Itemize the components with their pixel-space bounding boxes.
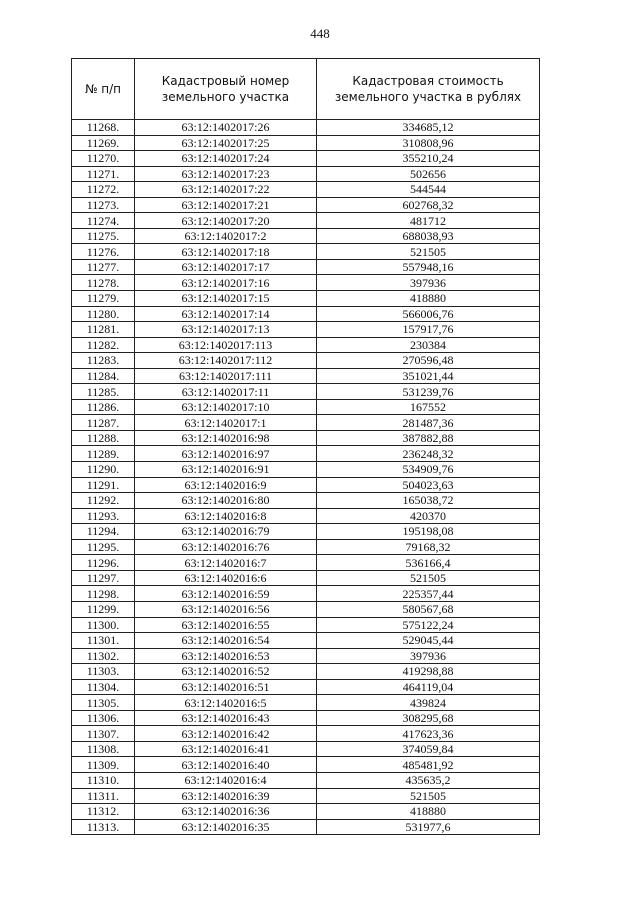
table-row — [72, 197, 540, 213]
cadastral-number: 63:12:1402017:17 — [135, 259, 317, 275]
row-number: 11297. — [72, 570, 135, 586]
cadastral-value: 531239,76 — [317, 384, 540, 400]
cadastral-number: 63:12:1402016:5 — [135, 695, 317, 711]
table-row — [72, 741, 540, 757]
cadastral-value: 688038,93 — [317, 228, 540, 244]
cadastral-number: 63:12:1402016:56 — [135, 601, 317, 617]
table-row — [72, 757, 540, 773]
row-number: 11299. — [72, 601, 135, 617]
cadastral-value: 79168,32 — [317, 539, 540, 555]
cadastral-value: 334685,12 — [317, 120, 540, 136]
table-row — [72, 291, 540, 307]
cadastral-value: 374059,84 — [317, 741, 540, 757]
row-number: 11277. — [72, 259, 135, 275]
cadastral-number: 63:12:1402016:54 — [135, 633, 317, 649]
cadastral-value: 195198,08 — [317, 524, 540, 540]
table-row — [72, 710, 540, 726]
cadastral-number: 63:12:1402016:43 — [135, 710, 317, 726]
cadastral-value: 504023,63 — [317, 477, 540, 493]
row-number: 11291. — [72, 477, 135, 493]
table-row — [72, 415, 540, 431]
row-number: 11306. — [72, 710, 135, 726]
table-row — [72, 275, 540, 291]
cadastral-number: 63:12:1402016:40 — [135, 757, 317, 773]
table-row — [72, 259, 540, 275]
cadastral-table — [71, 58, 540, 835]
cadastral-value: 529045,44 — [317, 633, 540, 649]
row-number: 11268. — [72, 120, 135, 136]
cadastral-number: 63:12:1402016:41 — [135, 741, 317, 757]
cadastral-value: 439824 — [317, 695, 540, 711]
row-number: 11285. — [72, 384, 135, 400]
cadastral-number: 63:12:1402017:1 — [135, 415, 317, 431]
cadastral-number: 63:12:1402017:111 — [135, 368, 317, 384]
cadastral-value: 435635,2 — [317, 772, 540, 788]
row-number: 11311. — [72, 788, 135, 804]
table-row — [72, 384, 540, 400]
cadastral-number: 63:12:1402016:39 — [135, 788, 317, 804]
table-row — [72, 804, 540, 820]
cadastral-number: 63:12:1402017:113 — [135, 337, 317, 353]
cadastral-number: 63:12:1402016:9 — [135, 477, 317, 493]
table-row — [72, 399, 540, 415]
cadastral-number: 63:12:1402016:55 — [135, 617, 317, 633]
cadastral-number: 63:12:1402016:53 — [135, 648, 317, 664]
row-number: 11286. — [72, 399, 135, 415]
cadastral-number: 63:12:1402017:25 — [135, 135, 317, 151]
cadastral-value: 575122,24 — [317, 617, 540, 633]
table-row — [72, 664, 540, 680]
table-row — [72, 633, 540, 649]
cadastral-value: 167552 — [317, 399, 540, 415]
cadastral-value: 355210,24 — [317, 151, 540, 167]
row-number: 11312. — [72, 804, 135, 820]
row-number: 11298. — [72, 586, 135, 602]
cadastral-number: 63:12:1402017:21 — [135, 197, 317, 213]
cadastral-number: 63:12:1402017:11 — [135, 384, 317, 400]
row-number: 11296. — [72, 555, 135, 571]
cadastral-value: 544544 — [317, 182, 540, 198]
row-number: 11292. — [72, 493, 135, 509]
cadastral-number: 63:12:1402017:18 — [135, 244, 317, 260]
cadastral-number: 63:12:1402016:76 — [135, 539, 317, 555]
table-row — [72, 228, 540, 244]
cadastral-number: 63:12:1402016:97 — [135, 446, 317, 462]
row-number: 11275. — [72, 228, 135, 244]
cadastral-value: 534909,76 — [317, 462, 540, 478]
cadastral-value: 557948,16 — [317, 259, 540, 275]
cadastral-value: 464119,04 — [317, 679, 540, 695]
table-row — [72, 679, 540, 695]
table-row — [72, 322, 540, 338]
cadastral-number: 63:12:1402017:20 — [135, 213, 317, 229]
row-number: 11294. — [72, 524, 135, 540]
cadastral-number: 63:12:1402016:91 — [135, 462, 317, 478]
table-row — [72, 151, 540, 167]
table-row — [72, 539, 540, 555]
cadastral-number: 63:12:1402017:14 — [135, 306, 317, 322]
cadastral-value: 230384 — [317, 337, 540, 353]
cadastral-number: 63:12:1402016:36 — [135, 804, 317, 820]
cadastral-value: 536166,4 — [317, 555, 540, 571]
table-row — [72, 586, 540, 602]
cadastral-number: 63:12:1402017:13 — [135, 322, 317, 338]
cadastral-value: 602768,32 — [317, 197, 540, 213]
table-row — [72, 648, 540, 664]
row-number: 11288. — [72, 430, 135, 446]
cadastral-value: 417623,36 — [317, 726, 540, 742]
cadastral-value: 418880 — [317, 291, 540, 307]
table-row — [72, 182, 540, 198]
row-number: 11284. — [72, 368, 135, 384]
page-number: 448 — [310, 26, 330, 41]
row-number: 11307. — [72, 726, 135, 742]
cadastral-value: 521505 — [317, 788, 540, 804]
header-number: № п/п — [72, 59, 135, 120]
table-row — [72, 772, 540, 788]
row-number: 11282. — [72, 337, 135, 353]
row-number: 11273. — [72, 197, 135, 213]
row-number: 11305. — [72, 695, 135, 711]
row-number: 11270. — [72, 151, 135, 167]
cadastral-value: 308295,68 — [317, 710, 540, 726]
cadastral-value: 485481,92 — [317, 757, 540, 773]
row-number: 11293. — [72, 508, 135, 524]
cadastral-value: 351021,44 — [317, 368, 540, 384]
row-number: 11290. — [72, 462, 135, 478]
row-number: 11281. — [72, 322, 135, 338]
row-number: 11295. — [72, 539, 135, 555]
row-number: 11279. — [72, 291, 135, 307]
header-cadastral-number: Кадастровый номер земельного участка — [135, 59, 317, 120]
cadastral-number: 63:12:1402016:98 — [135, 430, 317, 446]
cadastral-value: 270596,48 — [317, 353, 540, 369]
table-row — [72, 430, 540, 446]
cadastral-value: 531977,6 — [317, 819, 540, 835]
cadastral-number: 63:12:1402016:79 — [135, 524, 317, 540]
row-number: 11301. — [72, 633, 135, 649]
table-row — [72, 477, 540, 493]
cadastral-value: 397936 — [317, 275, 540, 291]
row-number: 11272. — [72, 182, 135, 198]
row-number: 11310. — [72, 772, 135, 788]
row-number: 11283. — [72, 353, 135, 369]
cadastral-number: 63:12:1402016:80 — [135, 493, 317, 509]
cadastral-value: 420370 — [317, 508, 540, 524]
cadastral-value: 566006,76 — [317, 306, 540, 322]
table-row — [72, 570, 540, 586]
header-cadastral-value: Кадастровая стоимость земельного участка в рублях — [317, 59, 540, 120]
cadastral-number: 63:12:1402016:35 — [135, 819, 317, 835]
table-row — [72, 508, 540, 524]
table-row — [72, 601, 540, 617]
cadastral-number: 63:12:1402017:10 — [135, 399, 317, 415]
cadastral-value: 418880 — [317, 804, 540, 820]
cadastral-value: 521505 — [317, 570, 540, 586]
row-number: 11276. — [72, 244, 135, 260]
cadastral-value: 481712 — [317, 213, 540, 229]
table-row — [72, 695, 540, 711]
cadastral-number: 63:12:1402017:112 — [135, 353, 317, 369]
cadastral-number: 63:12:1402016:7 — [135, 555, 317, 571]
table-row — [72, 306, 540, 322]
cadastral-number: 63:12:1402017:22 — [135, 182, 317, 198]
table-row — [72, 446, 540, 462]
table-row — [72, 213, 540, 229]
cadastral-number: 63:12:1402016:8 — [135, 508, 317, 524]
table-row — [72, 524, 540, 540]
row-number: 11313. — [72, 819, 135, 835]
table-row — [72, 244, 540, 260]
cadastral-number: 63:12:1402017:15 — [135, 291, 317, 307]
table-header-row — [72, 59, 540, 120]
row-number: 11304. — [72, 679, 135, 695]
cadastral-number: 63:12:1402016:6 — [135, 570, 317, 586]
table-row — [72, 337, 540, 353]
cadastral-value: 397936 — [317, 648, 540, 664]
cadastral-number: 63:12:1402017:26 — [135, 120, 317, 136]
cadastral-value: 281487,36 — [317, 415, 540, 431]
cadastral-value: 419298,88 — [317, 664, 540, 680]
cadastral-value: 521505 — [317, 244, 540, 260]
cadastral-value: 157917,76 — [317, 322, 540, 338]
row-number: 11274. — [72, 213, 135, 229]
cadastral-number: 63:12:1402016:52 — [135, 664, 317, 680]
cadastral-number: 63:12:1402016:4 — [135, 772, 317, 788]
cadastral-number: 63:12:1402017:24 — [135, 151, 317, 167]
cadastral-value: 310808,96 — [317, 135, 540, 151]
table-row — [72, 819, 540, 835]
cadastral-number: 63:12:1402016:42 — [135, 726, 317, 742]
row-number: 11271. — [72, 166, 135, 182]
cadastral-value: 236248,32 — [317, 446, 540, 462]
cadastral-number: 63:12:1402017:2 — [135, 228, 317, 244]
row-number: 11309. — [72, 757, 135, 773]
table-row — [72, 135, 540, 151]
row-number: 11289. — [72, 446, 135, 462]
cadastral-value: 580567,68 — [317, 601, 540, 617]
cadastral-number: 63:12:1402017:16 — [135, 275, 317, 291]
table-row — [72, 726, 540, 742]
table-row — [72, 166, 540, 182]
table-row — [72, 462, 540, 478]
table-row — [72, 555, 540, 571]
cadastral-value: 502656 — [317, 166, 540, 182]
row-number: 11308. — [72, 741, 135, 757]
table-row — [72, 120, 540, 136]
row-number: 11278. — [72, 275, 135, 291]
table-row — [72, 788, 540, 804]
row-number: 11287. — [72, 415, 135, 431]
table-row — [72, 493, 540, 509]
cadastral-number: 63:12:1402017:23 — [135, 166, 317, 182]
table-row — [72, 368, 540, 384]
table-row — [72, 617, 540, 633]
row-number: 11302. — [72, 648, 135, 664]
cadastral-number: 63:12:1402016:59 — [135, 586, 317, 602]
cadastral-value: 165038,72 — [317, 493, 540, 509]
cadastral-number: 63:12:1402016:51 — [135, 679, 317, 695]
cadastral-value: 225357,44 — [317, 586, 540, 602]
row-number: 11303. — [72, 664, 135, 680]
cadastral-value: 387882,88 — [317, 430, 540, 446]
row-number: 11300. — [72, 617, 135, 633]
row-number: 11280. — [72, 306, 135, 322]
row-number: 11269. — [72, 135, 135, 151]
table-row — [72, 353, 540, 369]
